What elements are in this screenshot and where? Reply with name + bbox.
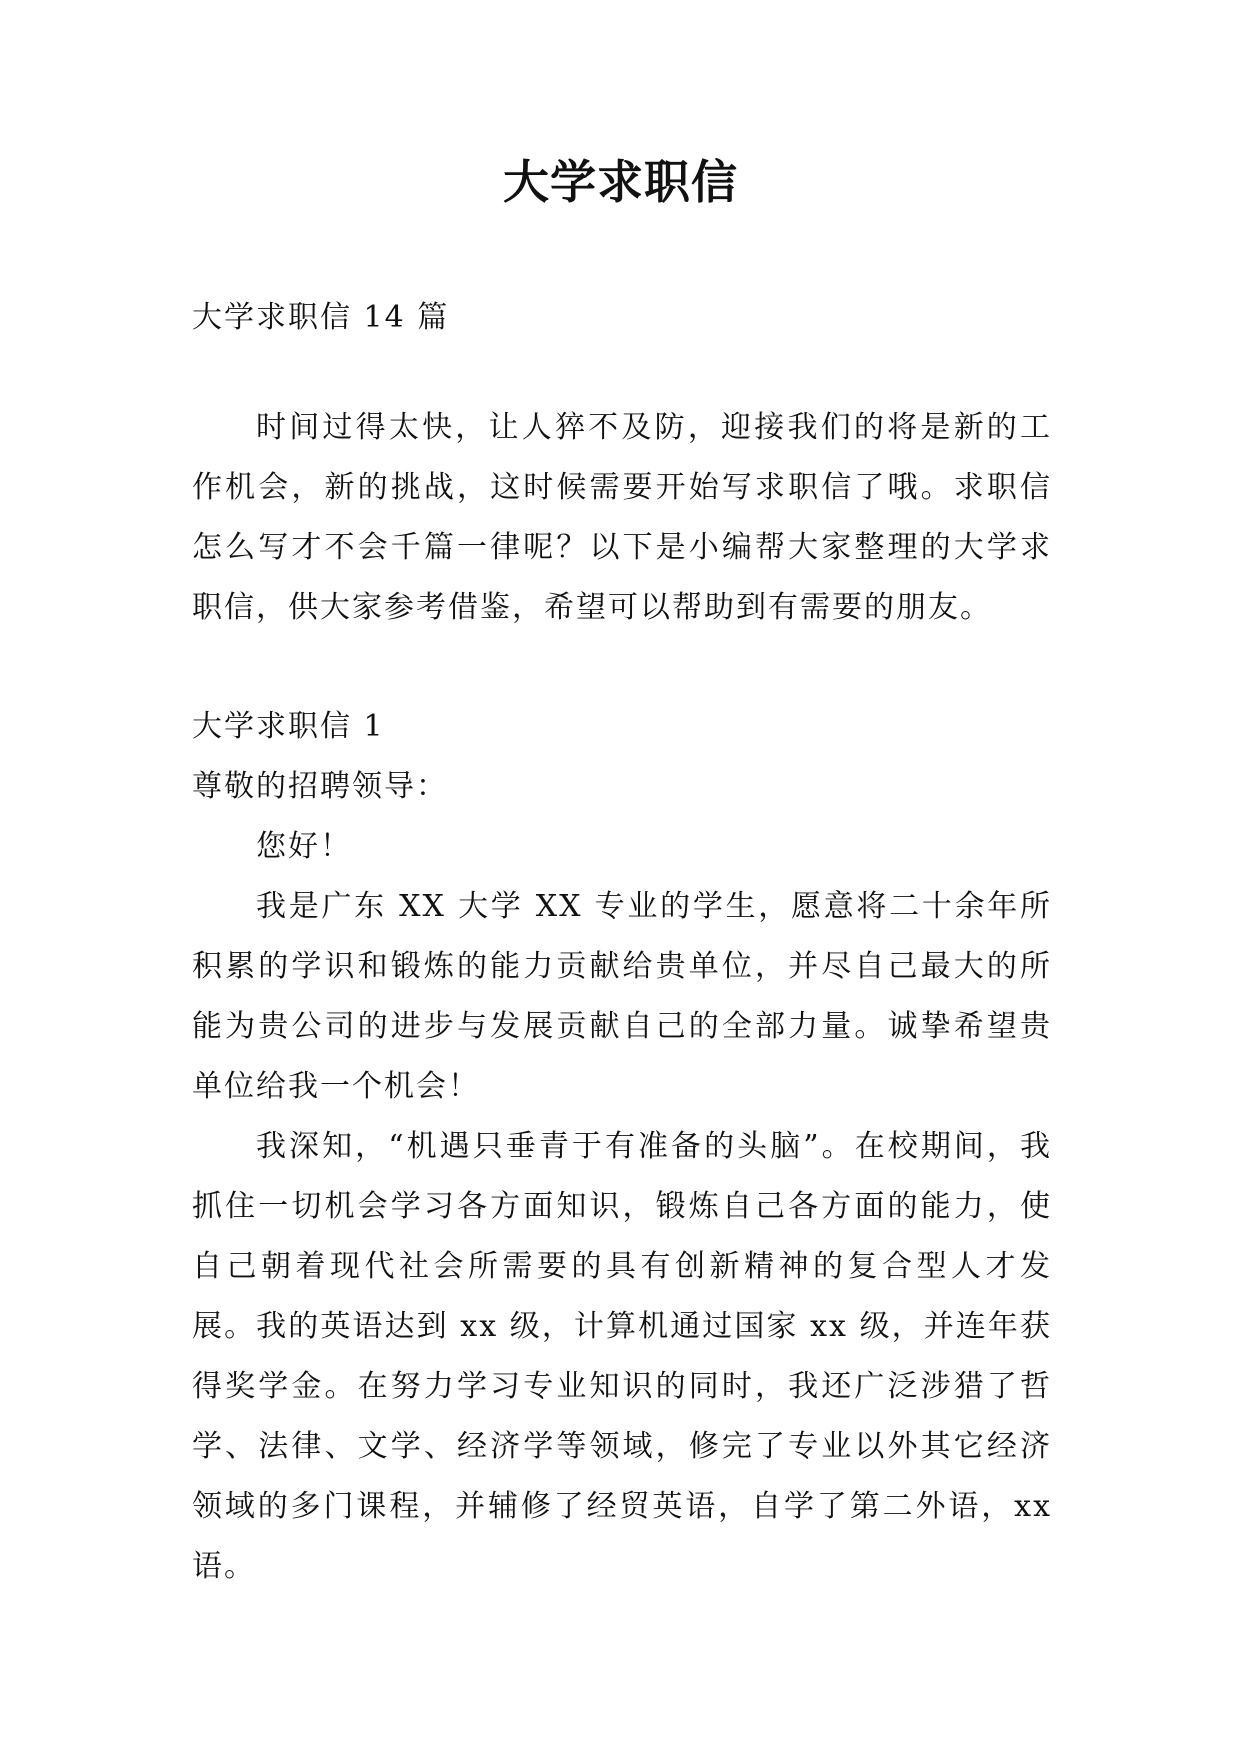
letter-salutation: 尊敬的招聘领导： bbox=[192, 769, 448, 804]
document-subtitle: 大学求职信 14 篇 bbox=[192, 300, 450, 335]
letter-section bbox=[192, 697, 1052, 1597]
intro-paragraph: 时间过得太快，让人猝不及防，迎接我们的将是新的工作机会，新的挑战，这时候需要开始写求职信了哦。求职信怎么写才不会千篇一律呢？以下是小编帮大家整理的大学求职信，供大家参考借鉴，希望可以帮助到有需要的朋友。 bbox=[192, 410, 1052, 625]
letter-greeting: 您好！ bbox=[256, 829, 352, 864]
letter-paragraph: 我深知，“机遇只垂青于有准备的头脑”。在校期间，我抓住一切机会学习各方面知识，锻炼自己各方面的能力，使自己朝着现代社会所需要的具有创新精神的复合型人才发展。我的英语达到 xx 级，计算机通过国家 xx 级，并连年获得奖学金。在努力学习专业知识的同时，我还广泛涉猎了哲学、法律、文学、经济学等领域，修完了专业以外其它经济领域的多门课程，并辅修了经贸英语，自学了第二外语，xx 语。 bbox=[192, 1129, 1052, 1584]
letter-paragraph: 我是广东 XX 大学 XX 专业的学生，愿意将二十余年所积累的学识和锻炼的能力贡献给贵单位，并尽自己最大的所能为贵公司的进步与发展贡献自己的全部力量。诚挚希望贵单位给我一个机会！ bbox=[192, 889, 1052, 1104]
letter-heading: 大学求职信 1 bbox=[192, 709, 385, 744]
document-title: 大学求职信 bbox=[503, 155, 738, 209]
